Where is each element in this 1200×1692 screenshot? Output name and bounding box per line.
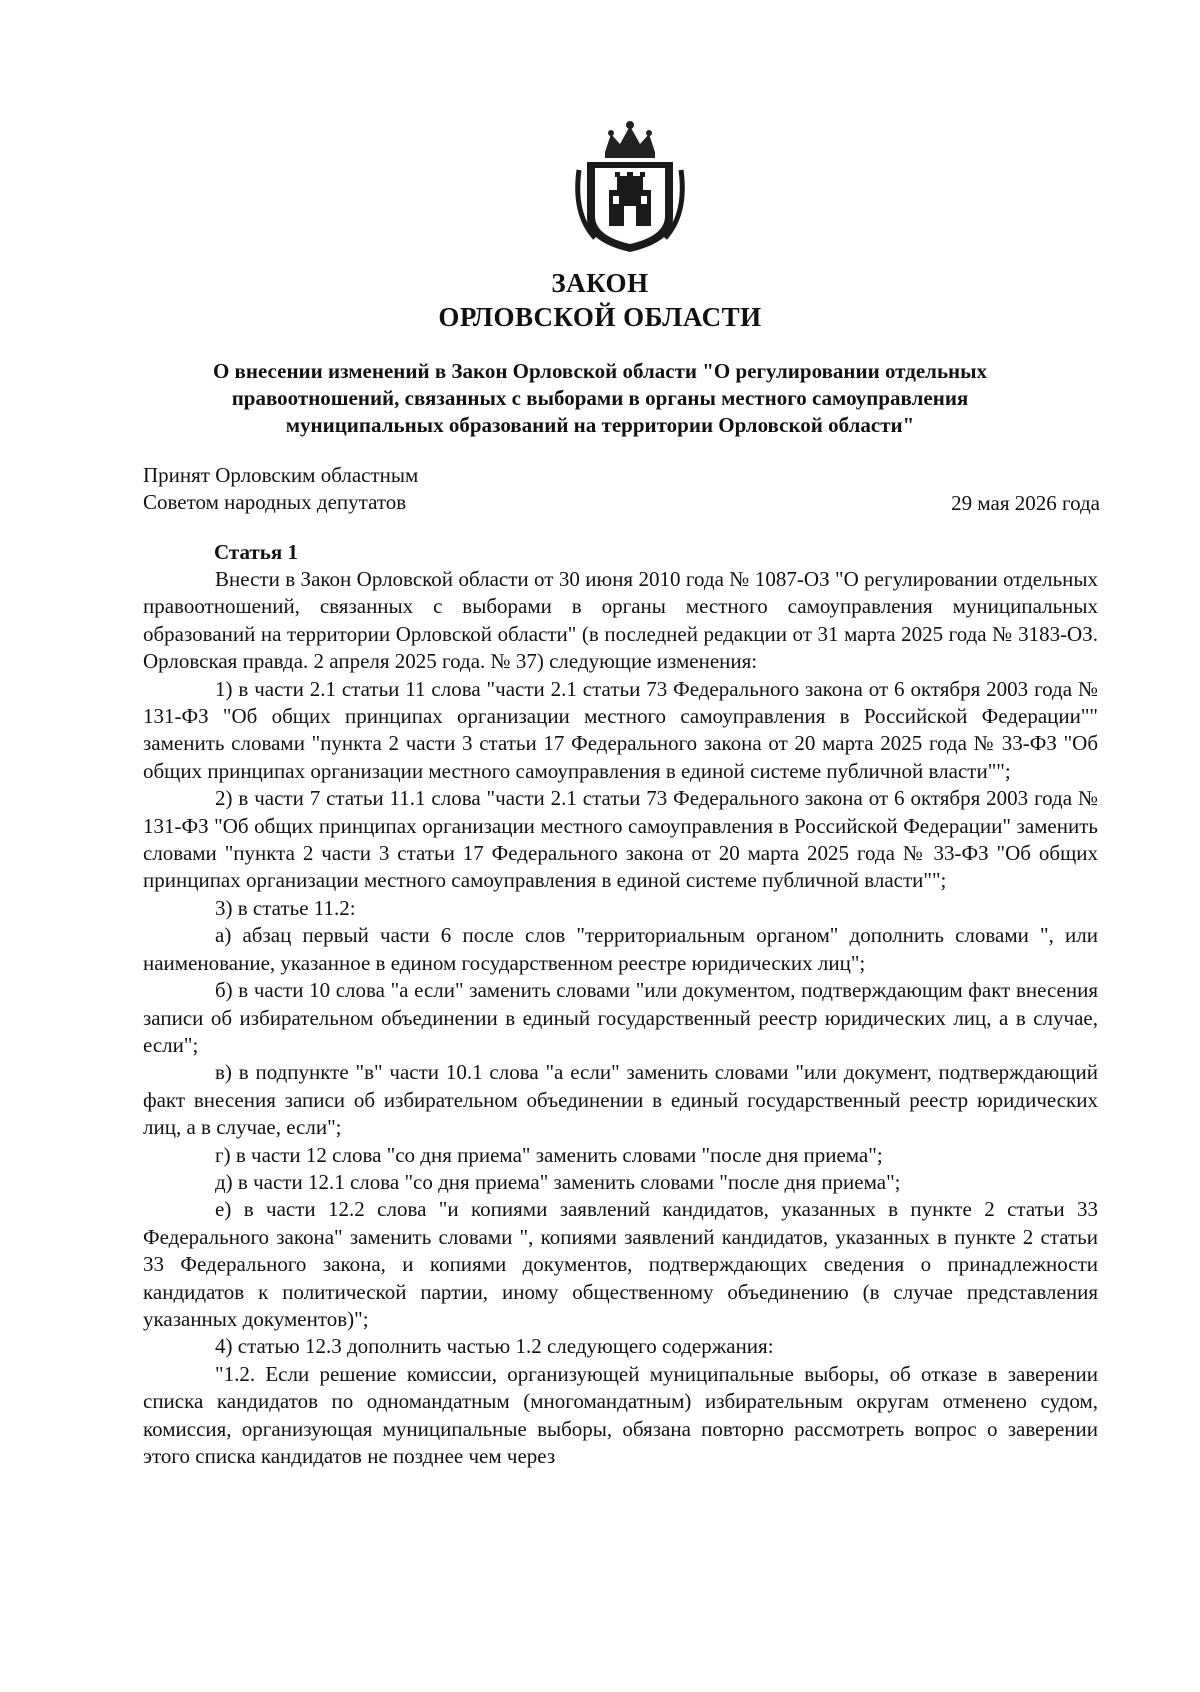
paragraph: д) в части 12.1 слова "со дня приема" заменить словами "после дня приема";: [215, 1169, 901, 1194]
paragraph: а) абзац первый части 6 после слов "территориальным органом" дополнить словами ", или наименование, указанное в едином государственном реестре юридических лиц";: [143, 923, 1098, 975]
paragraph: 3) в статье 11.2:: [215, 895, 356, 920]
paragraph: 4) статью 12.3 дополнить частью 1.2 следующего содержания:: [215, 1334, 774, 1359]
paragraph: 1) в части 2.1 статьи 11 слова "части 2.1 статьи 73 Федерального закона от 6 октября 2003 года № 131-ФЗ "Об общих принципах организации местного самоуправления в Российской Федерации"" заменить словами "пункта 2 части 3 статьи 17 Федерального закона от 20 марта 2025 года № 33-ФЗ "Об общих принципах организации местного самоуправления в единой системе публичной власти"";: [143, 676, 1098, 783]
law-subject: О внесении изменений в Закон Орловской области "О регулировании отдельных правоотношений, связанных с выборами в органы местного самоуправления муниципальных образований на территории Орловской области": [212, 359, 988, 437]
paragraph: Внести в Закон Орловской области от 30 июня 2010 года № 1087-ОЗ "О регулировании отдельных правоотношений, связанных с выборами в органы местного самоуправления муниципальных образований на территории Орловской области" (в последней редакции от 31 марта 2025 года № 3183-ОЗ. Орловская правда. 2 апреля 2025 года. № 37) следующие изменения:: [143, 567, 1098, 674]
paragraph: 2) в части 7 статьи 11.1 слова "части 2.1 статьи 73 Федерального закона от 6 октября 2003 года № 131-ФЗ "Об общих принципах организации местного самоуправления в Российской Федерации" заменить словами "пункта 2 части 3 статьи 17 Федерального закона от 20 марта 2025 года № 33-ФЗ "Об общих принципах организации местного самоуправления в единой системе публичной власти"";: [143, 786, 1098, 893]
paragraph: е) в части 12.2 слова "и копиями заявлений кандидатов, указанных в пункте 2 статьи 33 Федерального закона" заменить словами ", копиями заявлений кандидатов, указанных в пункте 2 статьи 33 Федерального закона, и копиями документов, подтверждающих сведения о принадлежности кандидатов к политической партии, иному общественному объединению (в случае представления указанных документов)";: [143, 1197, 1098, 1331]
region-title: ОРЛОВСКОЙ ОБЛАСТИ: [438, 302, 762, 332]
adoption-date: 29 мая 2026 года: [951, 491, 1100, 515]
adoption-block: [143, 462, 418, 516]
paragraph: б) в части 10 слова "а если" заменить словами "или документом, подтверждающим факт внесения записи об избирательном объединении в единый государственный реестр юридических лиц, а в случае, если";: [143, 978, 1098, 1057]
adoption-line-1: Принят Орловским областным: [143, 463, 419, 487]
paragraph: в) в подпункте "в" части 10.1 слова "а если" заменить словами "или документ, подтверждающий факт внесения записи об избирательном объединении в единый государственный реестр юридических лиц, а в случае, если";: [143, 1060, 1098, 1140]
orel-coat-of-arms-icon: [565, 118, 695, 256]
article-body: [143, 566, 1098, 1470]
article-heading: Статья 1: [214, 540, 298, 564]
law-title: ЗАКОН: [551, 268, 649, 298]
paragraph: "1.2. Если решение комиссии, организующей муниципальные выборы, об отказе в заверении списка кандидатов по одномандатным (многомандатным) избирательным округам отменено судом, комиссия, организующая муниципальные выборы, обязана повторно рассмотреть вопрос о заверении этого списка кандидатов не позднее чем через: [143, 1361, 1098, 1468]
adoption-line-2: Советом народных депутатов: [143, 490, 407, 514]
paragraph: г) в части 12 слова "со дня приема" заменить словами "после дня приема";: [215, 1142, 883, 1167]
